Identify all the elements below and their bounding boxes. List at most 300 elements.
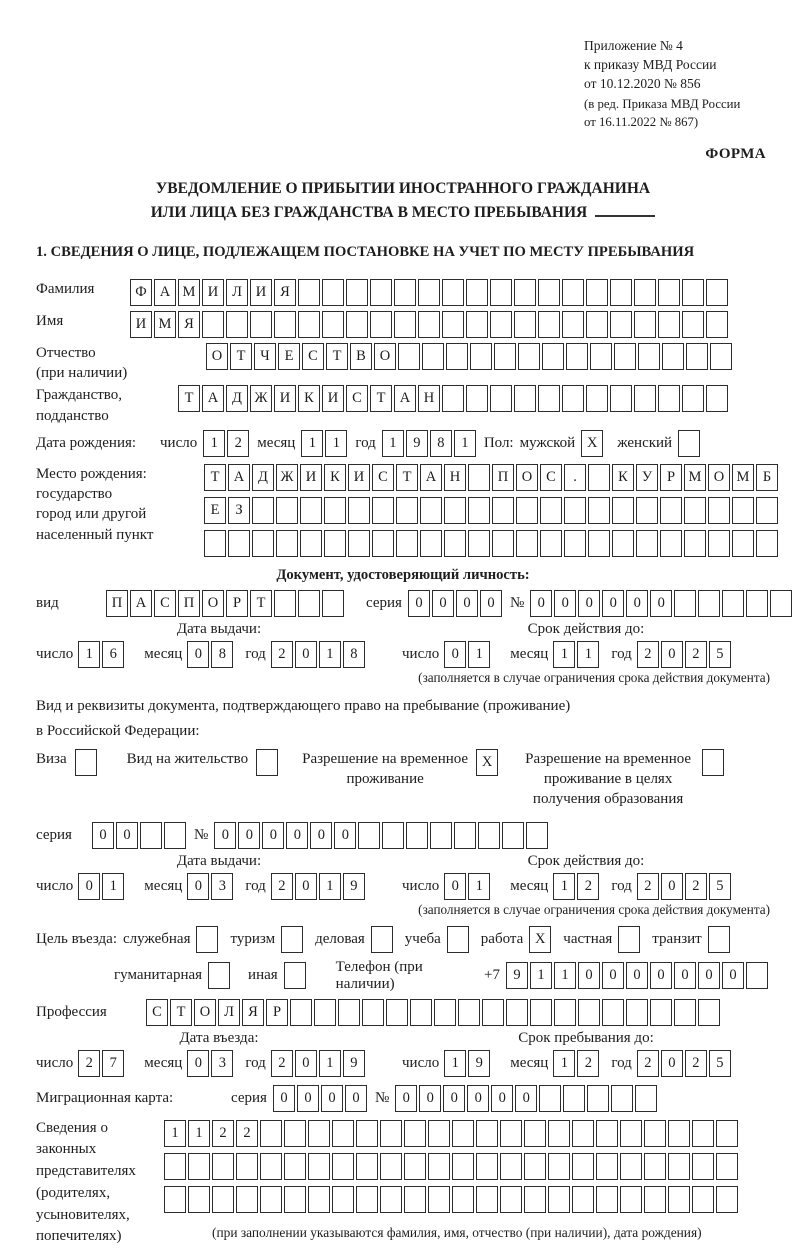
char-cell[interactable] xyxy=(188,1153,210,1180)
char-cell[interactable]: 0 xyxy=(214,822,236,849)
char-cell[interactable]: Ф xyxy=(130,279,152,306)
purpose-private-checkbox[interactable] xyxy=(618,926,640,953)
char-cell[interactable] xyxy=(394,311,416,338)
char-cell[interactable] xyxy=(260,1120,282,1147)
char-cell[interactable]: Т xyxy=(170,999,192,1026)
char-cell[interactable] xyxy=(722,590,744,617)
char-cell[interactable]: 0 xyxy=(295,873,317,900)
char-cell[interactable] xyxy=(660,530,682,557)
char-cell[interactable] xyxy=(636,530,658,557)
char-cell[interactable] xyxy=(634,385,656,412)
char-cell[interactable] xyxy=(596,1120,618,1147)
char-cell[interactable] xyxy=(564,497,586,524)
char-cell[interactable]: 1 xyxy=(553,1050,575,1077)
char-cell[interactable] xyxy=(482,999,504,1026)
char-cell[interactable]: 2 xyxy=(78,1050,100,1077)
char-cell[interactable] xyxy=(612,530,634,557)
char-cell[interactable]: 1 xyxy=(530,962,552,989)
char-cell[interactable] xyxy=(470,343,492,370)
char-cell[interactable] xyxy=(610,279,632,306)
char-cell[interactable] xyxy=(490,385,512,412)
char-cell[interactable]: 1 xyxy=(454,430,476,457)
char-cell[interactable]: 7 xyxy=(102,1050,124,1077)
char-cell[interactable]: 5 xyxy=(709,1050,731,1077)
char-cell[interactable]: 0 xyxy=(578,590,600,617)
char-cell[interactable] xyxy=(476,1153,498,1180)
char-cell[interactable] xyxy=(658,311,680,338)
char-cell[interactable] xyxy=(476,1186,498,1213)
residence-permit-checkbox[interactable] xyxy=(256,749,278,776)
char-cell[interactable] xyxy=(442,311,464,338)
char-cell[interactable] xyxy=(562,385,584,412)
char-cell[interactable] xyxy=(588,497,610,524)
char-cell[interactable] xyxy=(404,1153,426,1180)
char-cell[interactable]: 8 xyxy=(343,641,365,668)
char-cell[interactable]: 0 xyxy=(480,590,502,617)
char-cell[interactable]: С xyxy=(372,464,394,491)
char-cell[interactable] xyxy=(290,999,312,1026)
char-cell[interactable]: П xyxy=(492,464,514,491)
char-cell[interactable] xyxy=(492,530,514,557)
char-cell[interactable]: И xyxy=(348,464,370,491)
char-cell[interactable]: Н xyxy=(418,385,440,412)
purpose-work-checkbox[interactable]: X xyxy=(529,926,551,953)
char-cell[interactable] xyxy=(572,1120,594,1147)
char-cell[interactable] xyxy=(418,279,440,306)
char-cell[interactable]: 0 xyxy=(626,962,648,989)
char-cell[interactable]: 0 xyxy=(273,1085,295,1112)
char-cell[interactable] xyxy=(300,530,322,557)
char-cell[interactable] xyxy=(420,530,442,557)
char-cell[interactable] xyxy=(572,1186,594,1213)
char-cell[interactable]: 2 xyxy=(212,1120,234,1147)
char-cell[interactable] xyxy=(674,590,696,617)
char-cell[interactable]: 2 xyxy=(271,873,293,900)
char-cell[interactable]: И xyxy=(250,279,272,306)
char-cell[interactable] xyxy=(308,1120,330,1147)
char-cell[interactable] xyxy=(398,343,420,370)
char-cell[interactable]: 6 xyxy=(102,641,124,668)
char-cell[interactable] xyxy=(586,385,608,412)
char-cell[interactable] xyxy=(692,1153,714,1180)
char-cell[interactable]: 0 xyxy=(444,873,466,900)
temp-residence-education-checkbox[interactable] xyxy=(702,749,724,776)
char-cell[interactable]: 3 xyxy=(211,1050,233,1077)
char-cell[interactable]: 9 xyxy=(343,873,365,900)
char-cell[interactable] xyxy=(518,343,540,370)
char-cell[interactable] xyxy=(682,279,704,306)
char-cell[interactable]: 0 xyxy=(456,590,478,617)
char-cell[interactable] xyxy=(590,343,612,370)
char-cell[interactable] xyxy=(710,343,732,370)
char-cell[interactable] xyxy=(228,530,250,557)
char-cell[interactable]: А xyxy=(154,279,176,306)
char-cell[interactable]: 2 xyxy=(271,641,293,668)
char-cell[interactable] xyxy=(236,1186,258,1213)
char-cell[interactable] xyxy=(620,1153,642,1180)
char-cell[interactable] xyxy=(658,385,680,412)
char-cell[interactable] xyxy=(428,1186,450,1213)
char-cell[interactable] xyxy=(587,1085,609,1112)
char-cell[interactable]: М xyxy=(684,464,706,491)
char-cell[interactable]: Я xyxy=(242,999,264,1026)
char-cell[interactable]: 0 xyxy=(334,822,356,849)
char-cell[interactable]: И xyxy=(300,464,322,491)
char-cell[interactable]: Т xyxy=(250,590,272,617)
char-cell[interactable] xyxy=(386,999,408,1026)
char-cell[interactable]: 9 xyxy=(506,962,528,989)
char-cell[interactable] xyxy=(308,1186,330,1213)
char-cell[interactable] xyxy=(538,311,560,338)
char-cell[interactable] xyxy=(466,311,488,338)
char-cell[interactable] xyxy=(372,497,394,524)
char-cell[interactable] xyxy=(250,311,272,338)
char-cell[interactable] xyxy=(164,822,186,849)
char-cell[interactable] xyxy=(644,1120,666,1147)
char-cell[interactable] xyxy=(356,1120,378,1147)
char-cell[interactable] xyxy=(298,590,320,617)
char-cell[interactable] xyxy=(563,1085,585,1112)
char-cell[interactable]: 0 xyxy=(286,822,308,849)
char-cell[interactable] xyxy=(682,385,704,412)
char-cell[interactable] xyxy=(514,311,536,338)
char-cell[interactable]: 1 xyxy=(382,430,404,457)
char-cell[interactable]: 0 xyxy=(444,641,466,668)
char-cell[interactable] xyxy=(692,1120,714,1147)
char-cell[interactable] xyxy=(308,1153,330,1180)
char-cell[interactable] xyxy=(466,279,488,306)
char-cell[interactable]: 5 xyxy=(709,873,731,900)
char-cell[interactable] xyxy=(516,530,538,557)
char-cell[interactable] xyxy=(564,530,586,557)
char-cell[interactable] xyxy=(650,999,672,1026)
char-cell[interactable]: 0 xyxy=(722,962,744,989)
char-cell[interactable]: О xyxy=(194,999,216,1026)
char-cell[interactable]: 1 xyxy=(319,641,341,668)
char-cell[interactable]: 2 xyxy=(577,873,599,900)
purpose-other-checkbox[interactable] xyxy=(284,962,306,989)
char-cell[interactable] xyxy=(634,311,656,338)
char-cell[interactable] xyxy=(610,311,632,338)
char-cell[interactable] xyxy=(614,343,636,370)
char-cell[interactable] xyxy=(716,1120,738,1147)
char-cell[interactable]: В xyxy=(350,343,372,370)
char-cell[interactable]: О xyxy=(206,343,228,370)
char-cell[interactable]: Ж xyxy=(276,464,298,491)
char-cell[interactable] xyxy=(668,1186,690,1213)
char-cell[interactable] xyxy=(380,1153,402,1180)
char-cell[interactable]: 0 xyxy=(650,962,672,989)
char-cell[interactable]: 2 xyxy=(637,641,659,668)
char-cell[interactable] xyxy=(588,464,610,491)
char-cell[interactable] xyxy=(422,343,444,370)
char-cell[interactable]: С xyxy=(154,590,176,617)
char-cell[interactable] xyxy=(274,311,296,338)
char-cell[interactable] xyxy=(756,497,778,524)
char-cell[interactable] xyxy=(478,822,500,849)
char-cell[interactable] xyxy=(322,279,344,306)
char-cell[interactable]: Ч xyxy=(254,343,276,370)
sex-male-checkbox[interactable]: X xyxy=(581,430,603,457)
char-cell[interactable]: 3 xyxy=(211,873,233,900)
char-cell[interactable]: С xyxy=(146,999,168,1026)
char-cell[interactable] xyxy=(394,279,416,306)
char-cell[interactable] xyxy=(410,999,432,1026)
char-cell[interactable]: 1 xyxy=(301,430,323,457)
char-cell[interactable]: С xyxy=(346,385,368,412)
char-cell[interactable]: 2 xyxy=(685,641,707,668)
char-cell[interactable] xyxy=(500,1120,522,1147)
char-cell[interactable]: Е xyxy=(204,497,226,524)
char-cell[interactable]: 0 xyxy=(187,1050,209,1077)
char-cell[interactable] xyxy=(708,530,730,557)
char-cell[interactable]: 0 xyxy=(674,962,696,989)
char-cell[interactable] xyxy=(502,822,524,849)
char-cell[interactable] xyxy=(514,279,536,306)
char-cell[interactable] xyxy=(586,279,608,306)
char-cell[interactable] xyxy=(620,1186,642,1213)
char-cell[interactable]: Я xyxy=(178,311,200,338)
char-cell[interactable] xyxy=(548,1186,570,1213)
char-cell[interactable]: С xyxy=(302,343,324,370)
char-cell[interactable]: 2 xyxy=(685,1050,707,1077)
char-cell[interactable] xyxy=(346,311,368,338)
char-cell[interactable] xyxy=(226,311,248,338)
char-cell[interactable]: У xyxy=(636,464,658,491)
char-cell[interactable] xyxy=(602,999,624,1026)
char-cell[interactable] xyxy=(540,497,562,524)
char-cell[interactable]: 2 xyxy=(577,1050,599,1077)
char-cell[interactable]: Я xyxy=(274,279,296,306)
char-cell[interactable]: . xyxy=(564,464,586,491)
char-cell[interactable]: И xyxy=(130,311,152,338)
temp-residence-checkbox[interactable]: X xyxy=(476,749,498,776)
char-cell[interactable]: Р xyxy=(226,590,248,617)
char-cell[interactable]: 1 xyxy=(554,962,576,989)
char-cell[interactable]: 0 xyxy=(238,822,260,849)
char-cell[interactable]: А xyxy=(394,385,416,412)
char-cell[interactable] xyxy=(332,1186,354,1213)
char-cell[interactable] xyxy=(370,279,392,306)
char-cell[interactable]: Ж xyxy=(250,385,272,412)
char-cell[interactable] xyxy=(572,1153,594,1180)
char-cell[interactable] xyxy=(494,343,516,370)
char-cell[interactable]: 0 xyxy=(661,1050,683,1077)
char-cell[interactable] xyxy=(538,385,560,412)
char-cell[interactable]: 1 xyxy=(468,641,490,668)
char-cell[interactable]: 0 xyxy=(78,873,100,900)
purpose-transit-checkbox[interactable] xyxy=(708,926,730,953)
char-cell[interactable] xyxy=(500,1186,522,1213)
char-cell[interactable] xyxy=(380,1120,402,1147)
char-cell[interactable]: А xyxy=(130,590,152,617)
char-cell[interactable]: Т xyxy=(230,343,252,370)
char-cell[interactable] xyxy=(732,530,754,557)
char-cell[interactable]: 0 xyxy=(491,1085,513,1112)
char-cell[interactable] xyxy=(562,279,584,306)
char-cell[interactable] xyxy=(732,497,754,524)
char-cell[interactable]: 1 xyxy=(319,1050,341,1077)
char-cell[interactable] xyxy=(452,1153,474,1180)
char-cell[interactable]: 0 xyxy=(515,1085,537,1112)
char-cell[interactable] xyxy=(428,1120,450,1147)
char-cell[interactable] xyxy=(638,343,660,370)
char-cell[interactable] xyxy=(660,497,682,524)
char-cell[interactable]: Д xyxy=(252,464,274,491)
char-cell[interactable]: О xyxy=(516,464,538,491)
char-cell[interactable] xyxy=(611,1085,633,1112)
char-cell[interactable]: А xyxy=(228,464,250,491)
purpose-tourism-checkbox[interactable] xyxy=(281,926,303,953)
char-cell[interactable] xyxy=(202,311,224,338)
char-cell[interactable] xyxy=(188,1186,210,1213)
char-cell[interactable]: 2 xyxy=(685,873,707,900)
char-cell[interactable] xyxy=(284,1120,306,1147)
char-cell[interactable] xyxy=(524,1186,546,1213)
char-cell[interactable]: О xyxy=(202,590,224,617)
char-cell[interactable] xyxy=(562,311,584,338)
char-cell[interactable] xyxy=(322,311,344,338)
char-cell[interactable]: 1 xyxy=(553,873,575,900)
char-cell[interactable]: 1 xyxy=(78,641,100,668)
char-cell[interactable] xyxy=(636,497,658,524)
char-cell[interactable] xyxy=(548,1153,570,1180)
char-cell[interactable] xyxy=(212,1186,234,1213)
char-cell[interactable] xyxy=(404,1120,426,1147)
char-cell[interactable] xyxy=(444,530,466,557)
char-cell[interactable] xyxy=(514,385,536,412)
char-cell[interactable] xyxy=(332,1120,354,1147)
char-cell[interactable]: 0 xyxy=(295,641,317,668)
char-cell[interactable]: 1 xyxy=(325,430,347,457)
char-cell[interactable] xyxy=(490,311,512,338)
char-cell[interactable] xyxy=(442,279,464,306)
char-cell[interactable]: 0 xyxy=(443,1085,465,1112)
char-cell[interactable] xyxy=(358,822,380,849)
char-cell[interactable] xyxy=(314,999,336,1026)
char-cell[interactable] xyxy=(406,822,428,849)
char-cell[interactable] xyxy=(578,999,600,1026)
char-cell[interactable]: Л xyxy=(218,999,240,1026)
char-cell[interactable] xyxy=(708,497,730,524)
visa-checkbox[interactable] xyxy=(75,749,97,776)
char-cell[interactable] xyxy=(452,1186,474,1213)
char-cell[interactable]: 0 xyxy=(419,1085,441,1112)
char-cell[interactable]: 0 xyxy=(554,590,576,617)
char-cell[interactable]: 0 xyxy=(116,822,138,849)
char-cell[interactable] xyxy=(468,497,490,524)
char-cell[interactable] xyxy=(444,497,466,524)
char-cell[interactable] xyxy=(610,385,632,412)
char-cell[interactable] xyxy=(140,822,162,849)
char-cell[interactable] xyxy=(348,530,370,557)
char-cell[interactable] xyxy=(252,497,274,524)
char-cell[interactable] xyxy=(548,1120,570,1147)
char-cell[interactable] xyxy=(586,311,608,338)
char-cell[interactable]: 8 xyxy=(430,430,452,457)
char-cell[interactable]: Е xyxy=(278,343,300,370)
char-cell[interactable] xyxy=(756,530,778,557)
char-cell[interactable]: 2 xyxy=(236,1120,258,1147)
char-cell[interactable] xyxy=(164,1153,186,1180)
char-cell[interactable] xyxy=(530,999,552,1026)
char-cell[interactable] xyxy=(276,530,298,557)
char-cell[interactable] xyxy=(746,962,768,989)
char-cell[interactable]: А xyxy=(202,385,224,412)
char-cell[interactable]: О xyxy=(708,464,730,491)
char-cell[interactable] xyxy=(682,311,704,338)
char-cell[interactable] xyxy=(442,385,464,412)
char-cell[interactable] xyxy=(500,1153,522,1180)
char-cell[interactable]: Т xyxy=(204,464,226,491)
char-cell[interactable]: 1 xyxy=(468,873,490,900)
char-cell[interactable]: 9 xyxy=(343,1050,365,1077)
char-cell[interactable] xyxy=(380,1186,402,1213)
char-cell[interactable] xyxy=(298,279,320,306)
char-cell[interactable] xyxy=(430,822,452,849)
char-cell[interactable] xyxy=(644,1186,666,1213)
char-cell[interactable]: К xyxy=(324,464,346,491)
char-cell[interactable] xyxy=(698,999,720,1026)
char-cell[interactable]: Д xyxy=(226,385,248,412)
char-cell[interactable]: М xyxy=(732,464,754,491)
char-cell[interactable] xyxy=(284,1153,306,1180)
char-cell[interactable] xyxy=(492,497,514,524)
char-cell[interactable] xyxy=(542,343,564,370)
char-cell[interactable] xyxy=(516,497,538,524)
char-cell[interactable] xyxy=(276,497,298,524)
char-cell[interactable] xyxy=(458,999,480,1026)
char-cell[interactable]: 1 xyxy=(577,641,599,668)
char-cell[interactable] xyxy=(746,590,768,617)
char-cell[interactable] xyxy=(420,497,442,524)
char-cell[interactable] xyxy=(684,497,706,524)
char-cell[interactable]: К xyxy=(298,385,320,412)
char-cell[interactable]: 2 xyxy=(637,1050,659,1077)
char-cell[interactable] xyxy=(698,590,720,617)
char-cell[interactable] xyxy=(260,1153,282,1180)
char-cell[interactable] xyxy=(686,343,708,370)
char-cell[interactable]: И xyxy=(202,279,224,306)
char-cell[interactable]: 8 xyxy=(211,641,233,668)
char-cell[interactable] xyxy=(706,311,728,338)
char-cell[interactable]: Т xyxy=(178,385,200,412)
char-cell[interactable] xyxy=(626,999,648,1026)
purpose-official-checkbox[interactable] xyxy=(196,926,218,953)
char-cell[interactable] xyxy=(684,530,706,557)
char-cell[interactable]: 0 xyxy=(395,1085,417,1112)
char-cell[interactable] xyxy=(338,999,360,1026)
char-cell[interactable]: 0 xyxy=(578,962,600,989)
char-cell[interactable] xyxy=(252,530,274,557)
char-cell[interactable] xyxy=(356,1153,378,1180)
char-cell[interactable] xyxy=(635,1085,657,1112)
char-cell[interactable] xyxy=(526,822,548,849)
char-cell[interactable] xyxy=(396,530,418,557)
char-cell[interactable] xyxy=(588,530,610,557)
char-cell[interactable] xyxy=(566,343,588,370)
char-cell[interactable]: З xyxy=(228,497,250,524)
char-cell[interactable]: 0 xyxy=(650,590,672,617)
char-cell[interactable] xyxy=(212,1153,234,1180)
char-cell[interactable]: 1 xyxy=(164,1120,186,1147)
char-cell[interactable] xyxy=(596,1153,618,1180)
char-cell[interactable] xyxy=(204,530,226,557)
char-cell[interactable] xyxy=(356,1186,378,1213)
char-cell[interactable] xyxy=(468,530,490,557)
char-cell[interactable] xyxy=(524,1120,546,1147)
char-cell[interactable] xyxy=(620,1120,642,1147)
